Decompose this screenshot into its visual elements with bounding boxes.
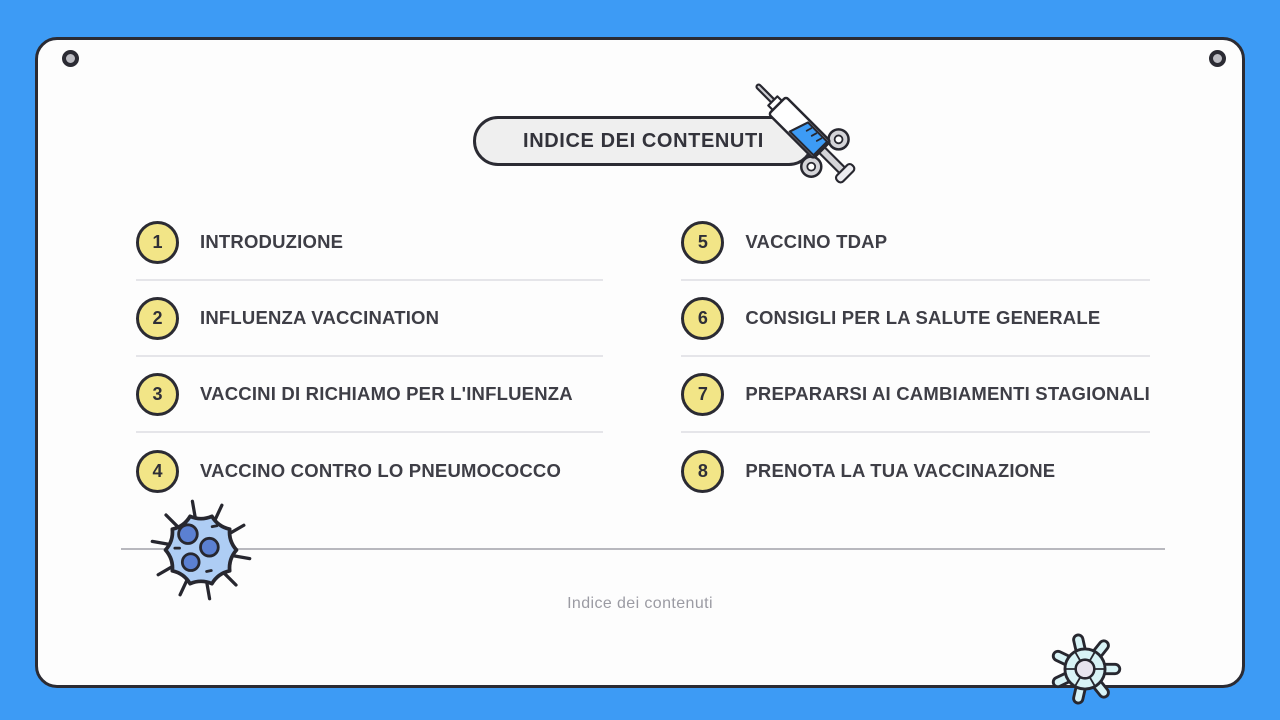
screw-icon: [1209, 50, 1226, 67]
toc-column-left: [136, 205, 603, 509]
item-number-badge: [681, 297, 724, 340]
item-number: 3: [152, 383, 163, 404]
toc-grid: [136, 205, 1150, 509]
item-number: 4: [152, 460, 163, 481]
toc-item[interactable]: [681, 357, 1150, 433]
toc-item[interactable]: [681, 433, 1150, 509]
item-number: 2: [152, 307, 163, 328]
item-number: 1: [152, 231, 163, 252]
page-title: INDICE DEI CONTENUTI: [523, 129, 764, 152]
item-number: 5: [697, 231, 708, 252]
virus-icon: [145, 494, 257, 606]
item-number: 7: [697, 383, 708, 404]
item-number: 8: [697, 460, 708, 481]
item-label: CONSIGLI PER LA SALUTE GENERALE: [745, 307, 1101, 328]
item-number-badge: [136, 450, 179, 493]
footer-caption: Indice dei contenuti: [567, 595, 713, 612]
toc-item[interactable]: [681, 281, 1150, 357]
item-number-badge: [681, 221, 724, 264]
item-number-badge: [136, 373, 179, 416]
slide-card: [35, 37, 1245, 688]
item-label: INTRODUZIONE: [200, 231, 344, 252]
item-number: 6: [697, 307, 708, 328]
screw-icon: [62, 50, 79, 67]
item-label: PREPARARSI AI CAMBIAMENTI STAGIONALI: [745, 383, 1150, 404]
footer-divider: [121, 548, 1165, 550]
toc-item[interactable]: [681, 205, 1150, 281]
syringe-icon: [726, 68, 878, 194]
toc-item[interactable]: [136, 357, 603, 433]
item-label: VACCINO CONTRO LO PNEUMOCOCCO: [200, 460, 562, 481]
item-number-badge: [681, 450, 724, 493]
item-number-badge: [136, 297, 179, 340]
item-label: PRENOTA LA TUA VACCINAZIONE: [745, 460, 1056, 481]
item-label: VACCINI DI RICHIAMO PER L'INFLUENZA: [200, 383, 573, 404]
toc-item[interactable]: [136, 205, 603, 281]
toc-column-right: [681, 205, 1150, 509]
coronavirus-icon: [1042, 626, 1128, 712]
item-number-badge: [681, 373, 724, 416]
item-label: INFLUENZA VACCINATION: [200, 307, 440, 328]
item-label: VACCINO TDAP: [745, 231, 888, 252]
item-number-badge: [136, 221, 179, 264]
toc-item[interactable]: [136, 281, 603, 357]
